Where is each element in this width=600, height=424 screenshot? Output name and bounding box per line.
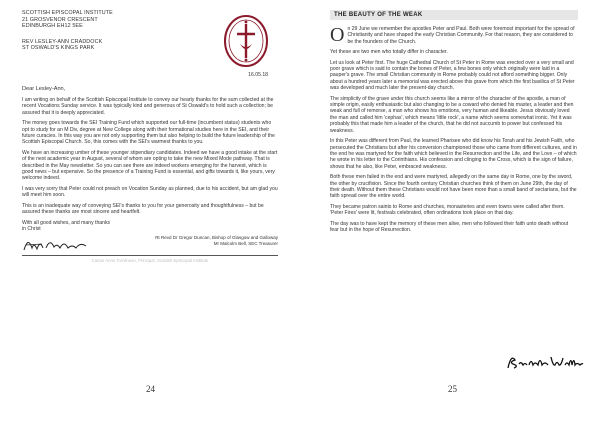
article-paragraph: Let us look at Peter first. The huge Cathedral Church of St Peter in Rome was erected over a very small and poor grave which is said to contain the bones of Peter, a few bones only which originally were laid in a pauper's grave. The small Christian community in Rome probably could not afford something bigger. Only about a hundred years later a memorial was erected above this grave from which the first basilica of St Peter was developed and much later the present-day church. <box>330 59 575 92</box>
author-signature-icon <box>505 352 585 372</box>
page-number-right: 25 <box>448 384 457 394</box>
salutation: Dear Lesley-Ann, <box>22 86 66 92</box>
article-paragraph: In this Peter was different from Paul, the learned Pharisee who did know his Torah and his Jewish Faith, who persecuted the Christians but after his conversion championed those who came from different cultures, and in the end he was martyred for the faith which believed in the Resurrection and the Life, and the Love – of which he wrote in his letter to the Corinthians. His confession and clinging to the Cross, which is the sign of failure, shows that he also, like Peter, embraced weakness. <box>330 138 577 170</box>
letter-paragraph: I am writing on behalf of the Scottish Episcopal Institute to convey our hearty thanks for the sum collected at the recent Vocations Sunday service. It was typically kind and generous of St Oswald's to hold such a collection; be assured that it is deeply appreciated. <box>22 97 274 116</box>
page-number-left: 24 <box>146 384 155 394</box>
letterhead <box>22 10 278 72</box>
letter-paragraph: I was very sorry that Peter could not preach on Vocation Sunday as planned, due to his accident, but am glad you will meet him soon. <box>22 185 278 199</box>
letter-paragraph: We have an increasing umber of these younger stipendiary candidates. Indeed we have a good intake at the start of the next academic year in August, several of whom are opting to take the new Mixed Mode pathway. That is described in the May newsletter. So you can see there are indeed workers emerging for the harvest, which is good news – but expensive. So the presence of a Training Fund is essential, and gifts towards it, like yours, very welcome indeed. <box>22 149 278 182</box>
signoff <box>22 220 278 233</box>
article-paragraph: Yet these are two men who totally differ in character. <box>330 49 448 56</box>
signoff-line: in Christ <box>22 225 41 232</box>
letter-date: 16.05.18 <box>248 72 268 78</box>
org-line: EDINBURGH EH12 5EE <box>22 23 83 30</box>
addressee-line: ST OSWALD'S KINGS PARK <box>22 45 95 52</box>
org-line: 21 GROSVENOR CRESCENT <box>22 16 98 23</box>
signature-caption-line: Mr Malcolm Bell, SEC Treasurer <box>213 241 278 247</box>
article-paragraph: The simplicity of the grave under this church seems like a mirror of the character of the apostle, a man of simple origin, easily enthusiastic but also changing to be a coward who denied his master, a leader and then weak and full of remorse, a man who shows his emotions, very human and likeable. Jesus obviously loved the man and called him 'cephas', which means 'little rock', a name which seems somewhat ironic. Yet it was probably this that made him a leader of the church, that he did not succumb to power but confessed his weakness. <box>330 95 574 134</box>
signoff-line: With all good wishes, and many thanks <box>22 219 111 226</box>
letterhead-address <box>22 10 113 52</box>
drop-cap: O <box>330 24 345 46</box>
signature-rule <box>22 255 278 256</box>
signature-caption <box>155 235 278 247</box>
letter-paragraph: The money goes towards the SEI Training Fund which supported our full-time (incumbent status) students who opt to study for an M Div, degree at New College along with their formational studies here in the SEI, and their future curacies. In this way you are not only supporting them but also helping to build the future leadership of the Scottish Episcopal Church. So, this comes with the SEI's warmest thanks to you. <box>22 120 275 146</box>
letter-paragraph: This is an inadequate way of conveying SEI's thanks to you for your generosity and thoughtfulness – but be assured these thanks are most sincere and heartfelt. <box>22 202 264 216</box>
article-paragraph: The day was to have kept the memory of these men alive, men who followed their faith unto death without fear but in the hope of Resurrection. <box>330 220 569 233</box>
signature-block <box>22 234 278 264</box>
lead-paragraph-text: n 29 June we remember the apostles Peter and Paul. Both were foremost important for the spread of Christianity and have shaped the early Christian Community. For that reason, they are considered to be the founders of the Church. <box>347 26 575 45</box>
crest-logo-icon <box>223 14 269 68</box>
signature-caption-line: Rt Revd Dr Gregor Duncan, Bishop of Glasgow and Galloway <box>155 235 278 241</box>
handwritten-signature-icon <box>22 234 92 254</box>
org-line: SCOTTISH EPISCOPAL INSTITUTE <box>22 10 113 16</box>
signature-faded-caption: Canon Anne Tomlinson, Principal, Scottish Episcopal Institute <box>91 258 209 264</box>
article-paragraph: Both these men failed in the end and were martyred, allegedly on the same day in Rome, one by the sword, the other by crucifixion. Since the fourth century Christian churches think of them on June 29th, the day of their death. Without them these Christians would not have been more than a small band of sectarians, but the faith spread over the entire world. <box>330 174 577 200</box>
article-paragraph: They became patron saints to Rome and churches, monasteries and even towns were called after them. 'Peter Fires' were lit, festivals celebrated, often ordinations took place on that day. <box>330 203 565 217</box>
addressee-line: REV LESLEY-ANN CRADDOCK <box>22 38 103 45</box>
lead-paragraph <box>330 26 578 45</box>
article-title: THE BEAUTY OF THE WEAK <box>330 10 578 20</box>
